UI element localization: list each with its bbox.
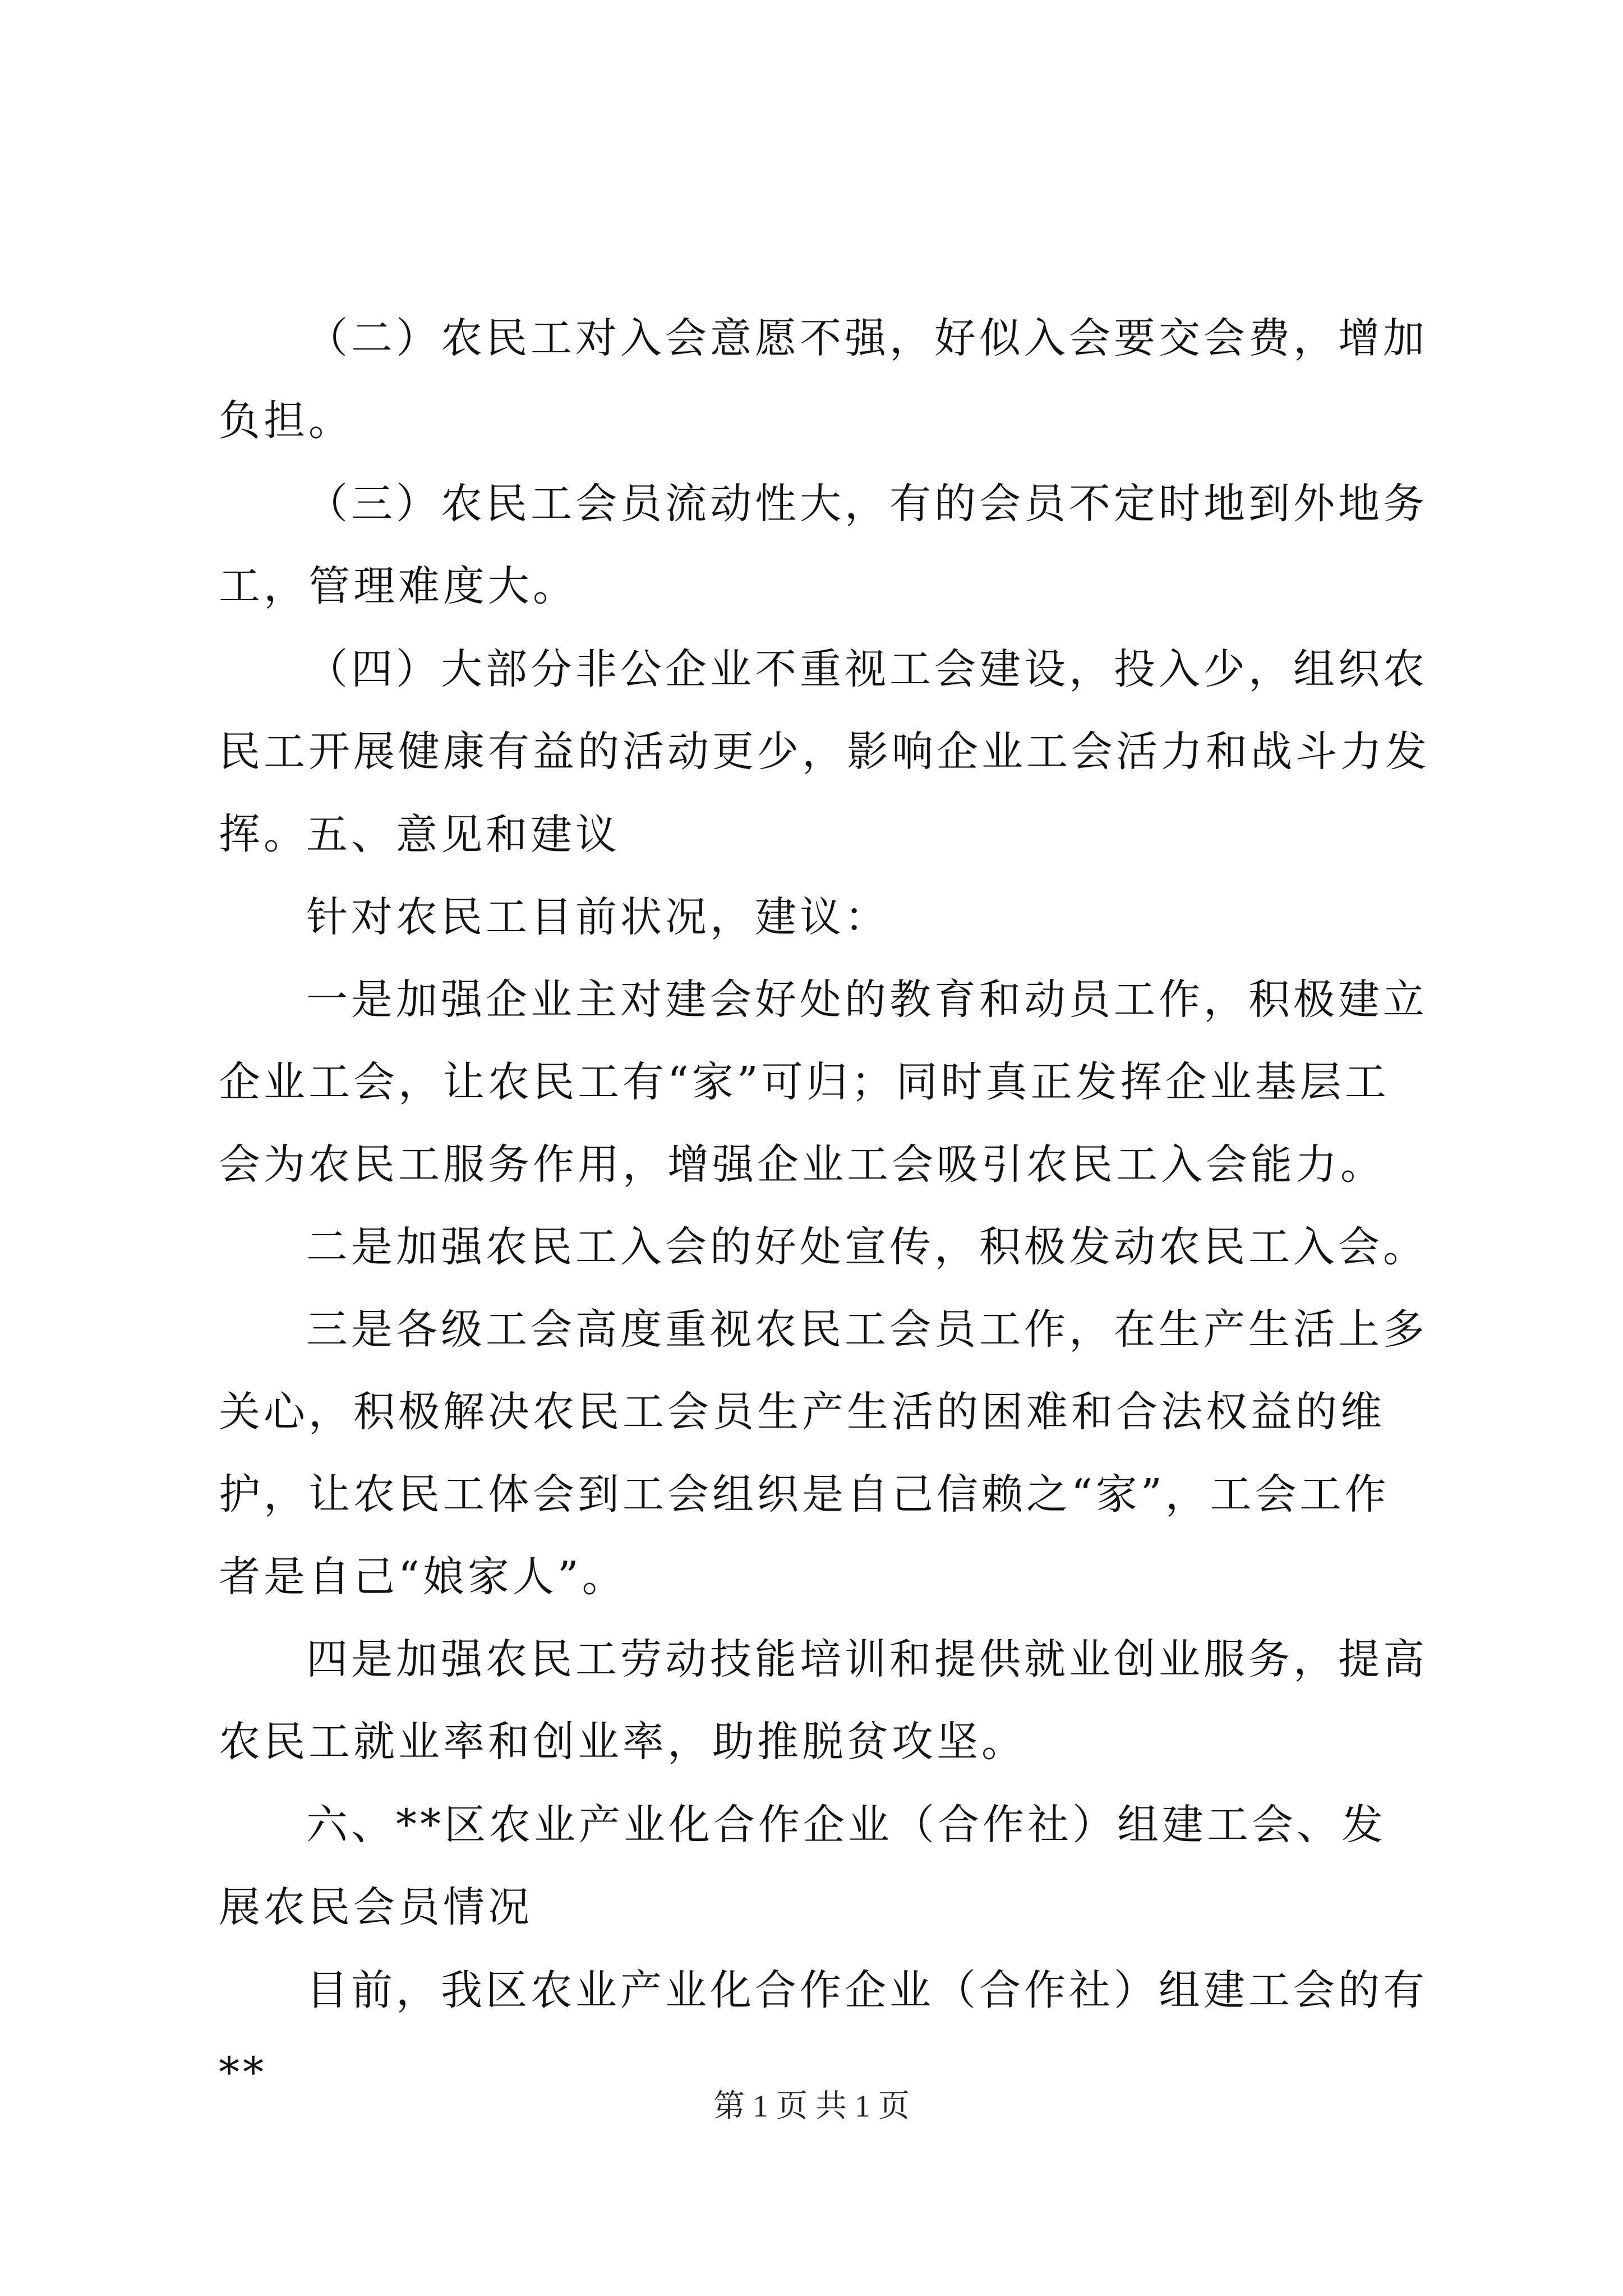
paragraph-suggestion-4: 四是加强农民工劳动技能培训和提供就业创业服务，提高农民工就业率和创业率，助推脱贫攻坚。 <box>219 1635 1428 1766</box>
paragraph-current-status: 目前，我区农业产业化合作企业（合作社）组建工会的有** <box>219 1966 1428 2097</box>
paragraph-3-mobility: （三）农民工会员流动性大，有的会员不定时地到外地务工，管理难度大。 <box>219 480 1428 610</box>
page-footer: 第 1 页 共 1 页 <box>713 2089 910 2124</box>
paragraph-suggestion-1: 一是加强企业主对建会好处的教育和动员工作，积极建立企业工会，让农民工有“家”可归；同时真正发挥企业基层工会为农民工服务作用，增强企业工会吸引农民工入会能力。 <box>219 976 1428 1189</box>
paragraph-suggestion-2: 二是加强农民工入会的好处宣传，积极发动农民工入会。 <box>306 1223 1428 1271</box>
paragraph-2-labor-willingness: （二）农民工对入会意愿不强，好似入会要交会费，增加负担。 <box>219 314 1428 445</box>
section-heading-5: 五、意见和建议 <box>306 811 620 859</box>
paragraph-suggestion-3: 三是各级工会高度重视农民工会员工作，在生产生活上多关心，积极解决农民工会员生产生活的困难和合法权益的维护，让农民工体会到工会组织是自己信赖之“家”，工会工作者是自己“娘家人”。 <box>219 1305 1428 1601</box>
paragraph-suggestion-intro: 针对农民工目前状况，建议： <box>306 893 889 941</box>
paragraph-4-non-public-enterprises: （四）大部分非公企业不重视工会建设，投入少，组织农民工开展健康有益的活动更少，影响企业工会活力和战斗力发挥。 <box>219 645 1430 858</box>
section-heading-6: 六、**区农业产业化合作企业（合作社）组建工会、发展农民会员情况 <box>219 1801 1386 1931</box>
